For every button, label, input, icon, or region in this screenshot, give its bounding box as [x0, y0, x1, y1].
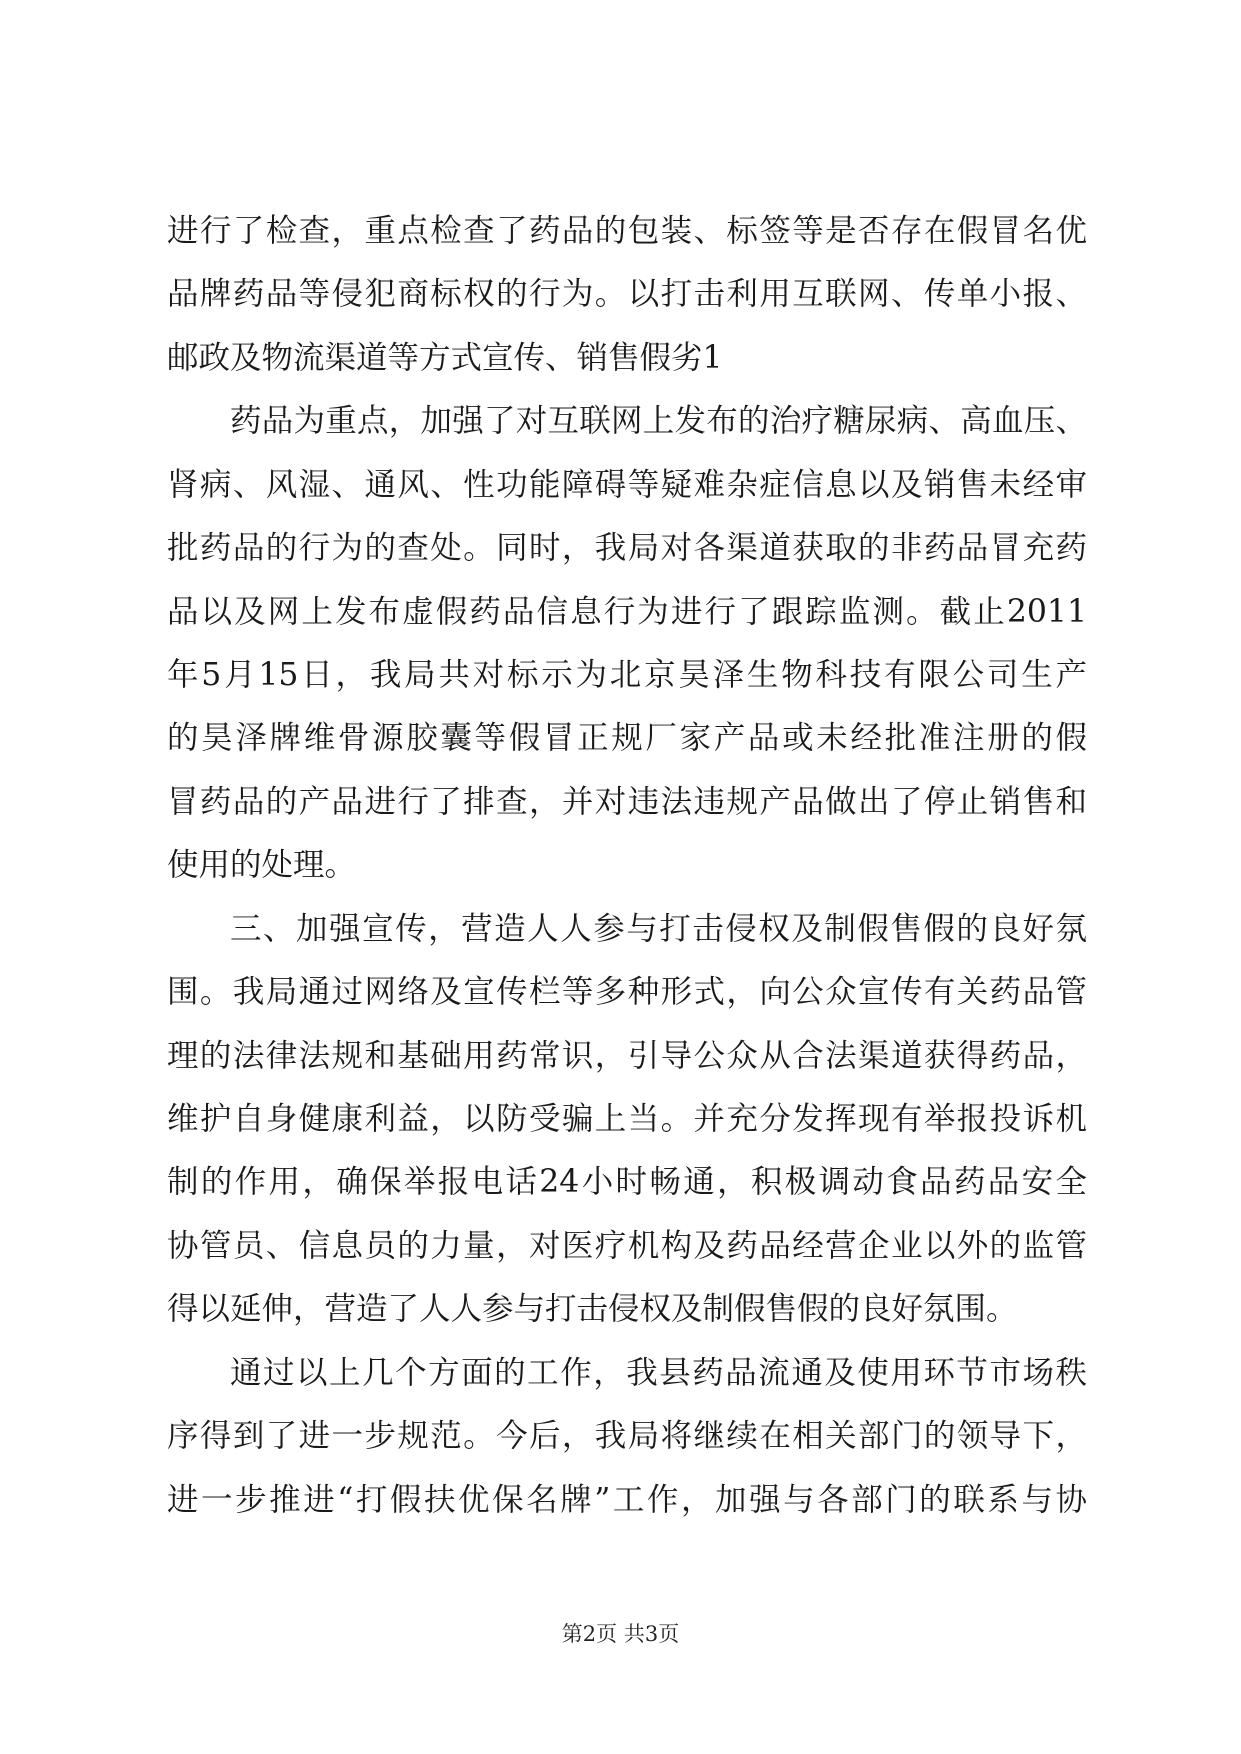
body-text-line: 年5月15日，我局共对标示为北京昊泽生物科技有限公司生产 — [167, 657, 1087, 693]
body-text-line: 理的法律法规和基础用药常识，引导公众从合法渠道获得药品， — [167, 1038, 1087, 1074]
body-text-line: 维护自身健康利益，以防受骗上当。并充分发挥现有举报投诉机 — [167, 1101, 1087, 1137]
body-text-line: 品以及网上发布虚假药品信息行为进行了跟踪监测。截止2011 — [167, 594, 1087, 630]
body-text-line: 使用的处理。 — [167, 847, 357, 883]
body-text-line: 肾病、风湿、通风、性功能障碍等疑难杂症信息以及销售未经审 — [167, 467, 1087, 503]
body-text-line: 批药品的行为的查处。同时，我局对各渠道获取的非药品冒充药 — [167, 530, 1087, 566]
body-text-line: 序得到了进一步规范。今后，我局将继续在相关部门的领导下， — [167, 1418, 1087, 1454]
paragraph-first-line: 药品为重点，加强了对互联网上发布的治疗糖尿病、高血压、 — [230, 403, 1087, 439]
body-text-line: 邮政及物流渠道等方式宣传、销售假劣1 — [167, 340, 723, 376]
body-text-line: 围。我局通过网络及宣传栏等多种形式，向公众宣传有关药品管 — [167, 974, 1087, 1010]
body-text-line: 进一步推进“打假扶优保名牌”工作，加强与各部门的联系与协 — [167, 1482, 1087, 1518]
body-text-line: 进行了检查，重点检查了药品的包装、标签等是否存在假冒名优 — [167, 213, 1087, 249]
body-text-line: 品牌药品等侵犯商标权的行为。以打击利用互联网、传单小报、 — [167, 276, 1087, 312]
body-text-line: 得以延伸，营造了人人参与打击侵权及制假售假的良好氛围。 — [167, 1291, 1018, 1327]
body-text-line: 协管员、信息员的力量，对医疗机构及药品经营企业以外的监管 — [167, 1228, 1087, 1264]
section-heading-line: 三、加强宣传，营造人人参与打击侵权及制假售假的良好氛 — [230, 911, 1087, 947]
page-footer: 第2页 共3页 — [561, 1622, 680, 1646]
body-text-line: 的昊泽牌维骨源胶囊等假冒正规厂家产品或未经批准注册的假 — [167, 720, 1087, 756]
paragraph-first-line: 通过以上几个方面的工作，我县药品流通及使用环节市场秩 — [230, 1355, 1087, 1391]
body-text-line: 制的作用，确保举报电话24小时畅通，积极调动食品药品安全 — [167, 1164, 1087, 1200]
body-text-line: 冒药品的产品进行了排查，并对违法违规产品做出了停止销售和 — [167, 784, 1087, 820]
